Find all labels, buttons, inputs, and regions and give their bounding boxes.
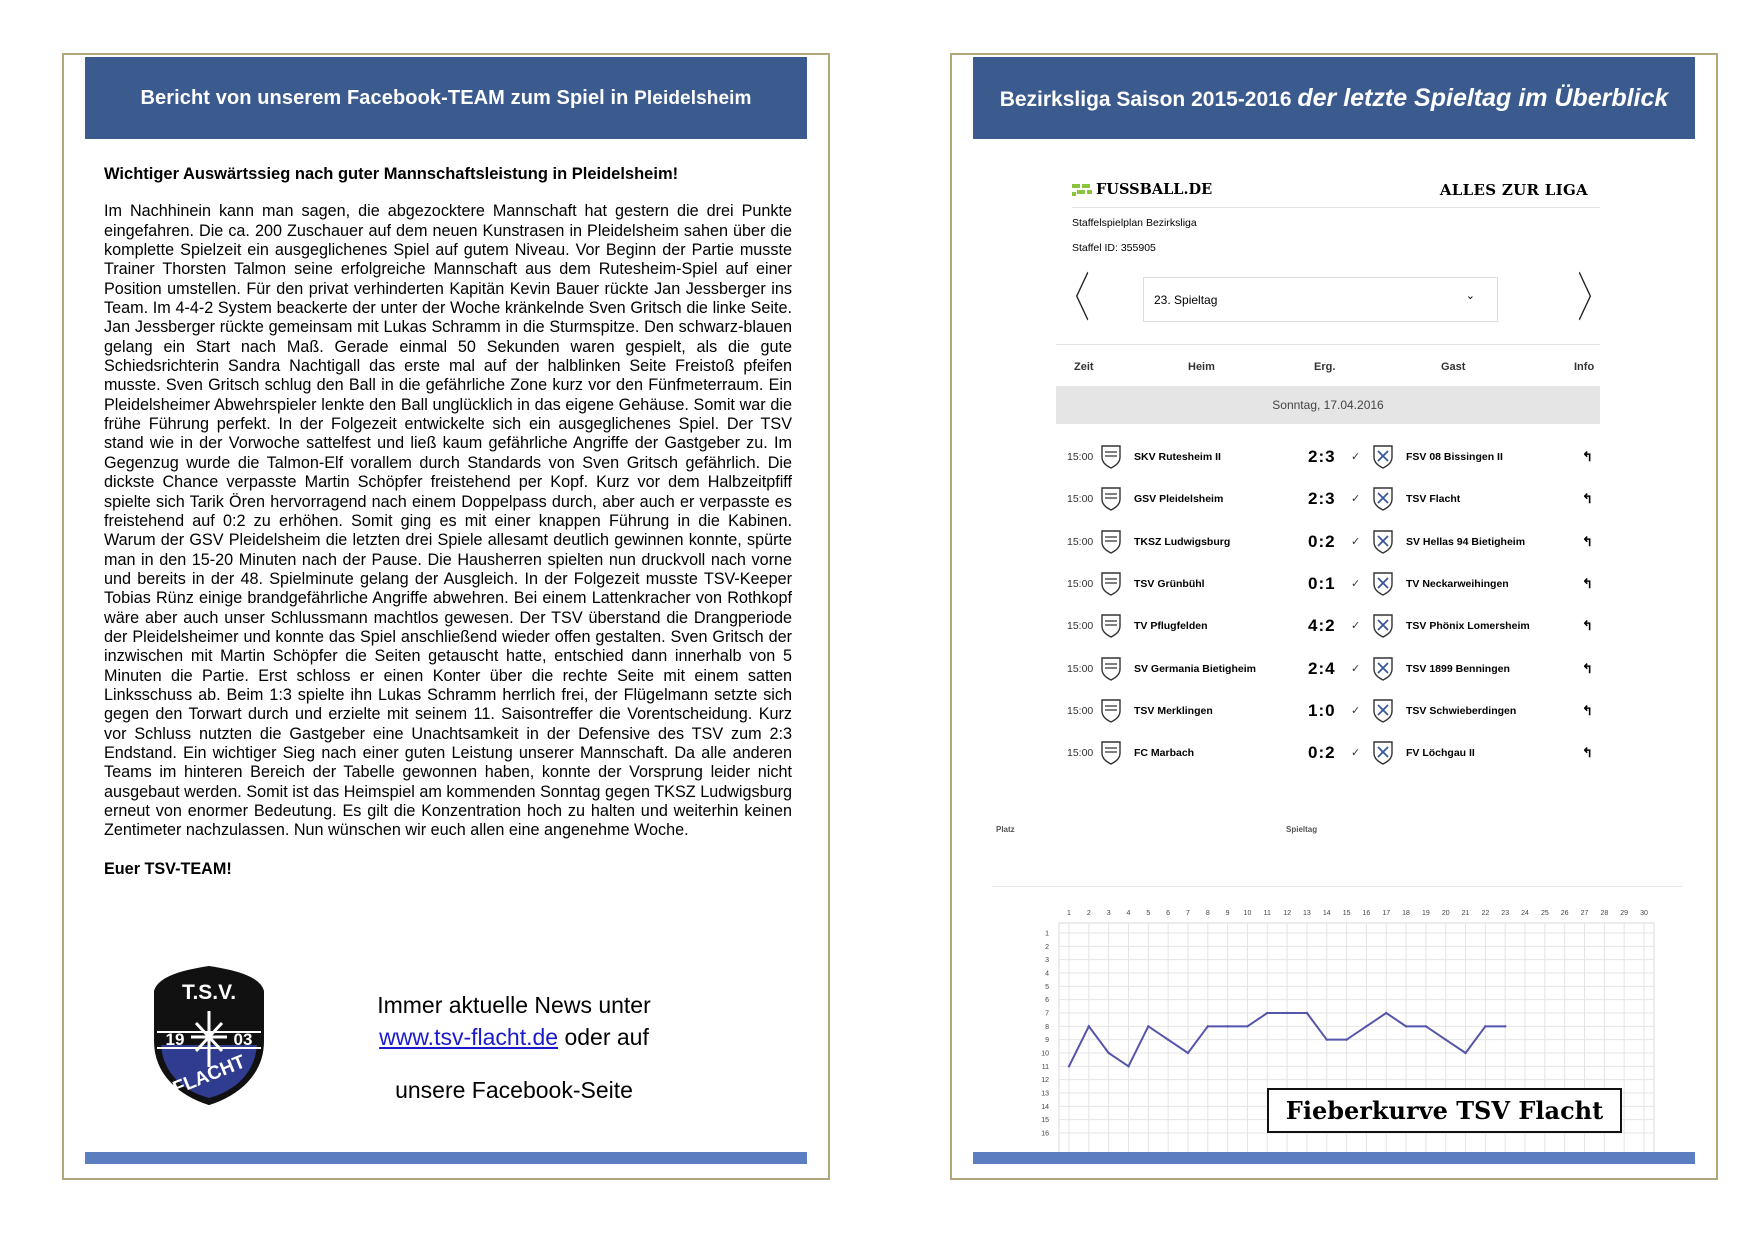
- left-banner-title: [140, 87, 751, 110]
- match-row[interactable]: [1056, 523, 1600, 561]
- chart-x-tick-label: 2: [1086, 910, 1091, 917]
- result-confirmed-icon: ✓: [1351, 493, 1361, 506]
- logo-year-right: 03: [233, 1030, 253, 1049]
- home-team[interactable]: TV Pflugfelden: [1134, 620, 1208, 633]
- chart-data-point: [1365, 1025, 1367, 1027]
- chart-y-tick-label: 9: [1045, 1037, 1049, 1045]
- home-club-crest-icon: [1098, 528, 1124, 554]
- col-gast: Gast: [1441, 361, 1466, 373]
- away-team[interactable]: TSV Phönix Lomersheim: [1406, 620, 1530, 633]
- match-score[interactable]: 0:1: [1308, 573, 1336, 593]
- logo-text-top: T.S.V.: [181, 981, 237, 1004]
- chart-y-tick-label: 11: [1041, 1063, 1049, 1071]
- away-club-crest-icon: [1370, 655, 1396, 681]
- match-time: 15:00: [1067, 535, 1094, 548]
- news-after-link: oder auf: [558, 1024, 649, 1050]
- chart-x-tick-label: 5: [1146, 910, 1151, 917]
- chart-x-tick-label: 18: [1402, 910, 1410, 917]
- chart-data-point: [1405, 1025, 1407, 1027]
- chart-y-tick-label: 14: [1041, 1103, 1049, 1111]
- chart-data-point: [1226, 1025, 1228, 1027]
- home-team[interactable]: TSV Grünbühl: [1134, 577, 1205, 590]
- chart-data-point: [1266, 1012, 1268, 1014]
- left-banner: [85, 57, 807, 139]
- away-team[interactable]: FSV 08 Bissingen II: [1406, 451, 1503, 463]
- news-line2: [364, 1021, 664, 1053]
- match-score[interactable]: 1:0: [1308, 700, 1336, 720]
- match-score[interactable]: 0:2: [1308, 531, 1336, 551]
- result-confirmed-icon: ✓: [1351, 451, 1361, 463]
- match-time: 15:00: [1067, 747, 1094, 760]
- chart-x-tick-label: 22: [1481, 910, 1490, 917]
- home-team[interactable]: SV Germania Bietigheim: [1134, 662, 1256, 675]
- result-confirmed-icon: ✓: [1351, 747, 1361, 760]
- result-confirmed-icon: ✓: [1351, 704, 1361, 717]
- col-info: Info: [1574, 361, 1595, 373]
- chart-y-tick-label: 15: [1041, 1117, 1049, 1125]
- chart-ylabel: Platz: [996, 825, 1015, 834]
- table-header: [1056, 361, 1600, 379]
- article-headline: Wichtiger Auswärtssieg nach guter Mannschaftsleistung in Pleidelsheim!: [104, 165, 679, 183]
- home-club-crest-icon: [1098, 612, 1124, 638]
- chart-x-tick-label: 16: [1362, 910, 1371, 917]
- banner-title-text: Bericht von unserem Facebook-TEAM zum Spiel in: [140, 86, 629, 109]
- col-zeit: Zeit: [1074, 361, 1094, 373]
- match-time: 15:00: [1067, 620, 1094, 633]
- chart-data-point: [1147, 1025, 1149, 1027]
- chart-data-point: [1326, 1038, 1328, 1040]
- match-info-icon[interactable]: ↰: [1582, 745, 1593, 761]
- news-note: [364, 989, 664, 1106]
- chart-y-tick-label: 12: [1041, 1077, 1049, 1085]
- match-row[interactable]: [1056, 438, 1600, 476]
- right-page: [950, 53, 1718, 1180]
- result-confirmed-icon: ✓: [1351, 620, 1361, 633]
- chart-y-tick-label: 1: [1045, 930, 1049, 938]
- chart-data-point: [1385, 1012, 1387, 1014]
- away-club-crest-icon: [1370, 739, 1396, 765]
- chart-data-point: [1286, 1012, 1288, 1014]
- chart-x-tick-label: 20: [1441, 910, 1450, 917]
- result-confirmed-icon: ✓: [1351, 535, 1361, 548]
- fussball-de-header: [1072, 167, 1600, 208]
- match-score[interactable]: 2:3: [1308, 489, 1336, 509]
- left-footer-bar: [85, 1152, 807, 1164]
- chart-x-tick-label: 3: [1106, 910, 1111, 917]
- away-team[interactable]: FV Löchgau II: [1406, 747, 1475, 760]
- match-info-icon[interactable]: ↰: [1582, 618, 1593, 634]
- home-club-crest-icon: [1098, 697, 1124, 723]
- match-score[interactable]: 0:2: [1308, 743, 1336, 763]
- logo-year-left: 19: [165, 1030, 185, 1049]
- staffel-info: [1072, 211, 1197, 261]
- chart-x-tick-label: 7: [1186, 910, 1190, 917]
- home-team[interactable]: GSV Pleidelsheim: [1134, 493, 1224, 506]
- away-team[interactable]: TSV Flacht: [1406, 493, 1461, 506]
- match-row[interactable]: [1056, 607, 1600, 645]
- left-page: [62, 53, 830, 1180]
- alles-zur-liga-link[interactable]: ALLES ZUR LIGA: [1439, 181, 1588, 199]
- home-team[interactable]: FC Marbach: [1134, 747, 1195, 760]
- chart-x-tick-label: 28: [1600, 910, 1609, 917]
- next-spieltag-icon[interactable]: 〉: [1577, 269, 1607, 329]
- chart-data-point: [1167, 1038, 1169, 1040]
- match-score[interactable]: 2:4: [1308, 658, 1336, 678]
- chart-x-tick-label: 15: [1342, 910, 1351, 917]
- chart-data-point: [1484, 1025, 1486, 1027]
- chart-x-tick-label: 17: [1382, 910, 1391, 917]
- staffel-title: Staffelspielplan Bezirksliga: [1072, 217, 1197, 229]
- chart-data-point: [1088, 1025, 1090, 1027]
- chart-data-point: [1068, 1065, 1070, 1067]
- match-row[interactable]: [1056, 565, 1600, 603]
- away-club-crest-icon: [1370, 443, 1396, 469]
- match-info-icon[interactable]: ↰: [1582, 449, 1593, 464]
- right-banner-text: Bezirksliga Saison 2015-2016: [999, 87, 1298, 111]
- banner-place: Pleidelsheim: [634, 87, 752, 109]
- match-row[interactable]: [1056, 692, 1600, 730]
- right-footer-bar: [973, 1152, 1695, 1164]
- away-club-crest-icon: [1370, 485, 1396, 511]
- spieltag-select[interactable]: [1143, 277, 1498, 322]
- chart-data-point: [1107, 1052, 1109, 1054]
- chart-data-point: [1306, 1012, 1308, 1014]
- home-club-crest-icon: [1098, 485, 1124, 511]
- chart-x-tick-label: 1: [1067, 910, 1071, 917]
- match-report: [104, 165, 792, 879]
- match-time: 15:00: [1067, 451, 1094, 463]
- match-info-icon[interactable]: ↰: [1582, 533, 1593, 549]
- match-time: 15:00: [1067, 662, 1094, 675]
- chart-x-tick-label: 23: [1501, 910, 1510, 917]
- result-confirmed-icon: ✓: [1351, 577, 1361, 590]
- chart-x-tick-label: 14: [1322, 910, 1331, 917]
- right-banner-title: [1000, 84, 1669, 113]
- chart-y-tick-label: 7: [1045, 1010, 1049, 1018]
- chart-x-tick-label: 6: [1166, 910, 1171, 917]
- chart-x-tick-label: 30: [1640, 910, 1648, 917]
- away-club-crest-icon: [1370, 612, 1396, 638]
- home-club-crest-icon: [1098, 443, 1124, 469]
- right-banner-italic: der letzte Spieltag im Überblick: [1297, 83, 1669, 112]
- fussball-de-logo[interactable]: [1072, 181, 1212, 198]
- chevron-down-icon: ⌄: [1465, 290, 1475, 302]
- chart-data-point: [1246, 1025, 1248, 1027]
- chart-x-tick-label: 9: [1225, 910, 1230, 917]
- away-team[interactable]: SV Hellas 94 Bietigheim: [1406, 535, 1526, 548]
- chart-data-point: [1445, 1038, 1447, 1040]
- home-club-crest-icon: [1098, 655, 1124, 681]
- match-score[interactable]: 4:2: [1308, 616, 1336, 636]
- col-erg: Erg.: [1314, 361, 1336, 373]
- article-body: Im Nachhinein kann man sagen, die abgezocktere Mannschaft hat gestern die drei Punkte eingefahren. Die ca. 200 Zuschauer auf dem neuen Kunstrasen in Pleidelsheim sahen über die komplette Spielzeit ein ausgeglichenes Spiel auf gutem Niveau. Vor Beginn der Partie musste Trainer Thorsten Talmon seine erfolgreiche Mannschaft aus dem Rutesheim-Spiel auf einer Position umstellen. Für den privat verhinderten Kapitän Kevin Bauer rückte Jan Jessberger ins Team. Im 4-4-2 System beackerte der unter der Woche kränkelnde Sven Gritsch die linke Seite. Jan Jessberger rückte gemeinsam mit Lukas Schramm in die Sturmspitze. Den schwarz-blauen gelang ein Start nach Maß. Gerade einmal 50 Sekunden waren gespielt, als die gute Schiedsrichterin Sandra Nachtigall das erste mal auf der halblinken Seite Freistoß pfeifen musste. Sven Gritsch schlug den Ball in die gefährliche Zone kurz vor den Fünfmeterraum. Ein Pleidelsheimer Abwehrspieler lenkte den Ball unglücklich in das eigene Gehäuse. Somit war die frühe Führung perfekt. In der Folgezeit entwickelte sich ein ausgeglichenes Spiel. Der TSV stand wie in der Vorwoche sattelfest und ließ kaum gefährliche Angriffe der Gastgeber zu. Im Gegenzug wurde die Talmon-Elf vorallem durch Standards von Sven Gritsch gefährlich. Die dickste Chance verpasste Martin Schöpfer freistehend per Kopf. Kurz vor dem Halbzeitpfiff spielte sich Tarik Ören hervorragend nach einem Doppelpass durch, aber auch er verpasste es freistehend auf 0:2 zu erhöhen. Somit ging es mit einer knappen Führung in die Kabinen. Warum der GSV Pleidelsheim die letzten drei Spiele allesamt deutlich gewinnen konnte, spürte man in den 15-20 Minuten nach der Pause. Die Hausherren spielten nun druckvoll nach vorne und bereits in der 48. Spielminute gelang der Ausgleich. In der Folgezeit musste TSV-Keeper Tobias Rünz einige brandgefährliche Angriffe abwehren. Bei einem Lattenkracher von Rothkopf wäre aber auch unser Schlussmann machtlos gewesen. Der TSV überstand die Drangperiode der Pleidelsheimer und konnte das Spiel anschließend wieder offen gestalten. Sven Gritsch der inzwischen mit Martin Schöpfer die Seiten getauscht hatte, entschied dann innerhalb von 5 Minuten die Partie. Erst schloss er einen Konter über die rechte Seite mit einem satten Linksschuss ab. Beim 1:3 spielte ihn Lukas Schramm herrlich frei, der Flügelmann setzte sich gegen den Torwart durch und erzielte mit seinem 11. Saisontreffer die Vorentscheidung. Kurz vor Schluss nutzten die Gastgeber eine Unachtsamkeit in der Defensive des TSV zum 2:3 Endstand. Ein wichtiger Sieg nach einer guten Leistung unserer Mannschaft. Da alle anderen Teams im hinteren Bereich der Tabelle gewonnen haben, konnte der Vorsprung leider nicht ausgebaut werden. Somit ist das Heimspiel am kommenden Sonntag gegen TKSZ Ludwigsburg erneut von enormer Bedeutung. Es gilt die Konzentration hoch zu halten und weiterhin keinen Zentimeter nachzulassen. Nun wünschen wir euch allen eine angenehme Woche.: [104, 202, 792, 840]
- chart-xlabel: Spieltag: [1286, 825, 1318, 834]
- match-row[interactable]: [1056, 734, 1600, 772]
- chart-data-point: [1127, 1065, 1129, 1067]
- away-club-crest-icon: [1370, 697, 1396, 723]
- match-score[interactable]: 2:3: [1308, 447, 1336, 466]
- prev-spieltag-icon[interactable]: 〈: [1060, 269, 1090, 329]
- staffel-id: Staffel ID: 355905: [1072, 242, 1156, 254]
- chart-x-tick-label: 13: [1303, 910, 1311, 917]
- chart-x-tick-label: 26: [1560, 910, 1569, 917]
- chart-x-tick-label: 4: [1126, 910, 1131, 917]
- away-team[interactable]: TSV Schwieberdingen: [1406, 704, 1517, 717]
- chart-data-point: [1207, 1025, 1209, 1027]
- away-team[interactable]: TSV 1899 Benningen: [1406, 662, 1510, 675]
- match-time: 15:00: [1067, 577, 1094, 590]
- match-time: 15:00: [1067, 704, 1094, 717]
- chart-y-tick-label: 16: [1041, 1130, 1049, 1138]
- fieberkurve-title: Fieberkurve TSV Flacht: [1267, 1088, 1622, 1133]
- chart-x-tick-label: 27: [1580, 910, 1589, 917]
- website-link[interactable]: www.tsv-flacht.de: [379, 1024, 559, 1050]
- chart-y-tick-label: 6: [1045, 997, 1049, 1005]
- chart-x-tick-label: 24: [1521, 910, 1529, 917]
- chart-y-tick-label: 4: [1045, 970, 1049, 978]
- match-info-icon[interactable]: ↰: [1582, 660, 1593, 676]
- chart-y-tick-label: 2: [1045, 943, 1049, 951]
- away-club-crest-icon: [1370, 528, 1396, 554]
- col-heim: Heim: [1188, 361, 1215, 373]
- chart-y-tick-label: 8: [1045, 1023, 1049, 1031]
- chart-data-point: [1187, 1052, 1189, 1054]
- match-time: 15:00: [1067, 493, 1094, 506]
- chart-y-tick-label: 10: [1041, 1050, 1049, 1058]
- chart-data-point: [1425, 1025, 1427, 1027]
- chart-x-tick-label: 29: [1620, 910, 1629, 917]
- match-info-icon[interactable]: ↰: [1582, 702, 1593, 718]
- away-club-crest-icon: [1370, 570, 1396, 596]
- fussball-de-logo-icon: [1072, 184, 1092, 196]
- home-team[interactable]: TSV Merklingen: [1134, 704, 1213, 717]
- home-club-crest-icon: [1098, 570, 1124, 596]
- news-line1: Immer aktuelle News unter: [377, 992, 651, 1018]
- divider: [1056, 344, 1600, 345]
- article-signature: Euer TSV-TEAM!: [104, 859, 232, 878]
- chart-x-tick-label: 19: [1421, 910, 1430, 917]
- match-info-icon[interactable]: ↰: [1582, 575, 1593, 591]
- result-confirmed-icon: ✓: [1351, 662, 1361, 675]
- match-row[interactable]: [1056, 650, 1600, 688]
- chart-data-point: [1464, 1052, 1466, 1054]
- chart-y-tick-label: 3: [1045, 957, 1049, 965]
- tsv-flacht-logo: [151, 963, 267, 1108]
- chart-divider: [992, 886, 1682, 887]
- chart-x-tick-label: 25: [1540, 910, 1549, 917]
- spieltag-select-value: 23. Spieltag: [1154, 292, 1218, 307]
- news-line3: unsere Facebook-Seite: [395, 1077, 633, 1103]
- match-date: Sonntag, 17.04.2016: [1056, 386, 1600, 424]
- match-info-icon[interactable]: ↰: [1582, 491, 1593, 507]
- home-team[interactable]: SKV Rutesheim II: [1134, 451, 1221, 463]
- chart-x-tick-label: 12: [1283, 910, 1292, 917]
- right-banner: [973, 57, 1695, 139]
- home-team[interactable]: TKSZ Ludwigsburg: [1134, 535, 1231, 548]
- chart-x-tick-label: 21: [1461, 910, 1470, 917]
- home-club-crest-icon: [1098, 739, 1124, 765]
- logo-text-bottom: FLACHT: [170, 1051, 249, 1100]
- chart-x-tick-label: 8: [1205, 910, 1210, 917]
- chart-x-tick-label: 11: [1263, 910, 1271, 917]
- match-row[interactable]: [1056, 480, 1600, 518]
- chart-data-point: [1345, 1038, 1347, 1040]
- chart-y-tick-label: 5: [1045, 983, 1049, 991]
- chart-y-tick-label: 13: [1041, 1090, 1049, 1098]
- chart-x-tick-label: 10: [1243, 910, 1252, 917]
- chart-data-point: [1504, 1025, 1506, 1027]
- away-team[interactable]: TV Neckarweihingen: [1406, 577, 1509, 590]
- fussball-de-logo-text: FUSSBALL.DE: [1096, 181, 1213, 198]
